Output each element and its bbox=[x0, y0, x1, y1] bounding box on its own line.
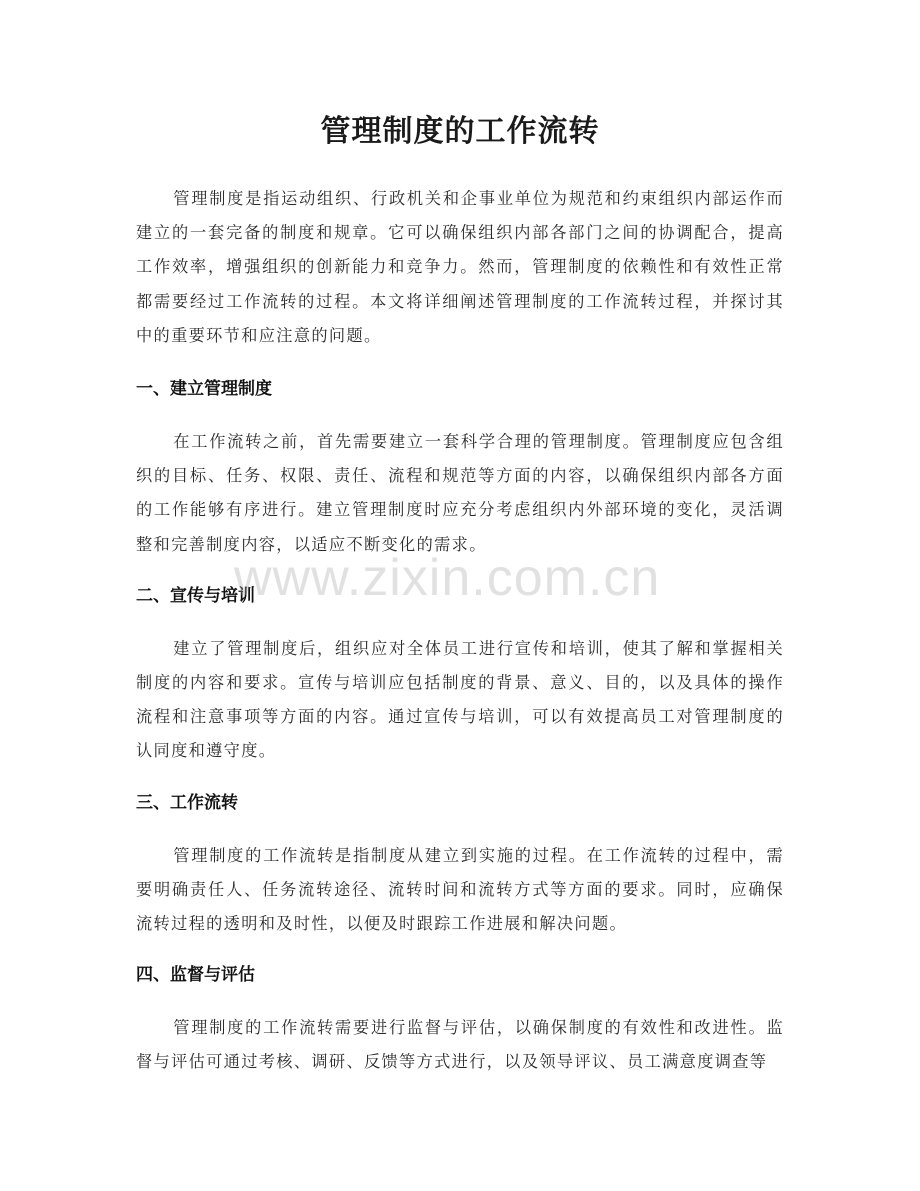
intro-paragraph: 管理制度是指运动组织、行政机关和企事业单位为规范和约束组织内部运作而建立的一套完备的制度和规章。它可以确保组织内部各部门之间的协调配合，提高工作效率，增强组织的创新能力和竞争力。然而，管理制度的依赖性和有效性正常都需要经过工作流转的过程。本文将详细阐述管理制度的工作流转过程，并探讨其中的重要环节和应注意的问题。 bbox=[136, 189, 784, 345]
section-body-establish: 在工作流转之前，首先需要建立一套科学合理的管理制度。管理制度应包含组织的目标、任务、权限、责任、流程和规范等方面的内容，以确保组织内部各方面的工作能够有序进行。建立管理制度时应充分考虑组织内外部环境的变化，灵活调整和完善制度内容，以适应不断变化的需求。 bbox=[136, 432, 784, 554]
section-heading-workflow: 三、工作流转 bbox=[136, 792, 238, 813]
watermark-text: www.zixin.com.cn bbox=[234, 549, 661, 607]
section-body-supervision: 管理制度的工作流转需要进行监督与评估，以确保制度的有效性和改进性。监督与评估可通过考核、调研、反馈等方式进行，以及领导评议、员工满意度调查等 bbox=[136, 1018, 784, 1072]
section-heading-establish: 一、建立管理制度 bbox=[136, 379, 272, 400]
section-body-workflow: 管理制度的工作流转是指制度从建立到实施的过程。在工作流转的过程中，需要明确责任人、任务流转途径、流转时间和流转方式等方面的要求。同时，应确保流转过程的透明和及时性，以便及时跟踪工作进展和解决问题。 bbox=[136, 845, 784, 934]
section-body-training: 建立了管理制度后，组织应对全体员工进行宣传和培训，使其了解和掌握相关制度的内容和要求。宣传与培训应包括制度的背景、意义、目的，以及具体的操作流程和注意事项等方面的内容。通过宣传与培训，可以有效提高员工对管理制度的认同度和遵守度。 bbox=[136, 638, 784, 761]
document-title: 管理制度的工作流转 bbox=[320, 114, 600, 149]
section-heading-supervision: 四、监督与评估 bbox=[136, 965, 255, 986]
section-heading-training: 二、宣传与培训 bbox=[136, 585, 255, 606]
